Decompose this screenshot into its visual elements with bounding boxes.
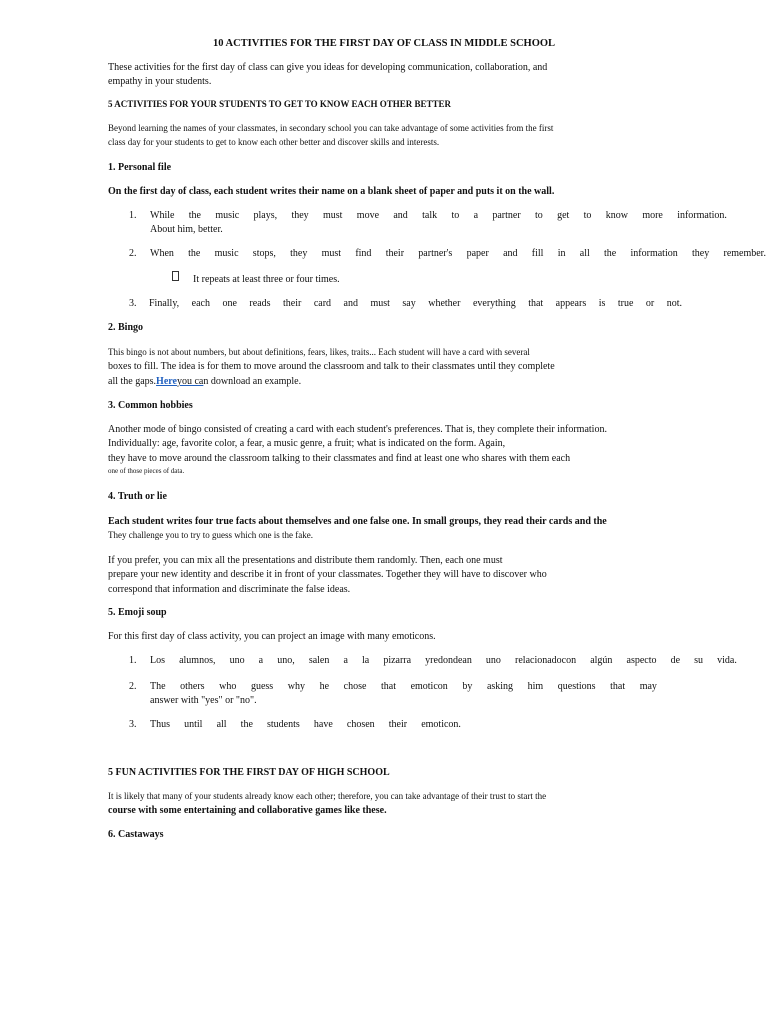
word: to xyxy=(451,210,460,221)
activity4-lead: Each student writes four true facts about themselves and one false one. In small groups, they read their cards and the xyxy=(108,516,607,527)
word: the xyxy=(188,210,201,221)
word: partner xyxy=(492,210,521,221)
activity2-underlined-text: you ca xyxy=(176,376,204,387)
section1-intro-line-1: Beyond learning the names of your classmates, in secondary school you can take advantage of some activities from the first xyxy=(108,123,554,133)
word: reads xyxy=(249,298,271,309)
word: questions xyxy=(557,681,596,692)
word: the xyxy=(188,248,201,259)
word: chosen xyxy=(346,719,375,730)
word: may xyxy=(639,681,657,692)
word: music xyxy=(214,248,239,259)
activity4-paragraph-line-2: prepare your new identity and describe it in front of your classmates. Together they will have to discover who xyxy=(108,569,547,580)
intro-line-1: These activities for the first day of class can give you ideas for developing communication, collaboration, and xyxy=(108,62,548,73)
activity2-line-3-end: n download an example. xyxy=(203,376,302,387)
word: remember. xyxy=(723,248,766,259)
word: all xyxy=(216,719,227,730)
word: the xyxy=(604,248,617,259)
activity5-heading: 5. Emoji soup xyxy=(108,607,167,618)
activity5-intro: For this first day of class activity, you can project an image with many emoticons. xyxy=(108,631,436,642)
word: la xyxy=(362,655,370,666)
word: aspecto xyxy=(626,655,657,666)
word: emoticon. xyxy=(421,719,461,730)
word: and xyxy=(393,210,408,221)
activity1-step1-text xyxy=(150,209,727,222)
section2-heading: 5 FUN ACTIVITIES FOR THE FIRST DAY OF HIGH SCHOOL xyxy=(108,767,390,778)
activity3-line-3: they have to move around the classroom talking to their classmates and find at least one who shares with them each xyxy=(108,453,571,464)
activity1-bullet-text: It repeats at least three or four times. xyxy=(193,274,340,285)
word: fill xyxy=(531,248,544,259)
activity4-heading: 4. Truth or lie xyxy=(108,491,167,502)
word: talk xyxy=(422,210,438,221)
word: students xyxy=(267,719,300,730)
section2-line-1: It is likely that many of your students already know each other; therefore, you can take advantage of their trust to start the xyxy=(108,791,547,801)
activity4-lead-2: They challenge you to try to guess which one is the fake. xyxy=(108,530,313,540)
example-download-link[interactable]: Here xyxy=(156,376,177,387)
activity5-step3-number: 3. xyxy=(129,719,137,730)
activity1-step1-continuation: About him, better. xyxy=(150,224,223,235)
word: a xyxy=(473,210,479,221)
word: that xyxy=(380,681,396,692)
word: say xyxy=(402,298,416,309)
word: must xyxy=(370,298,390,309)
word: is xyxy=(598,298,606,309)
word: all xyxy=(579,248,590,259)
word: must xyxy=(323,210,343,221)
word: or xyxy=(645,298,655,309)
word: uno xyxy=(229,655,245,666)
word: in xyxy=(557,248,566,259)
activity5-step3-text xyxy=(150,718,461,731)
activity3-line-2: Individually: age, favorite color, a fear, a music genre, a fruit; what is indicated on the form. Again, xyxy=(108,438,506,449)
word: move xyxy=(356,210,380,221)
word: one xyxy=(222,298,237,309)
activity2-heading: 2. Bingo xyxy=(108,322,144,333)
activity2-line-2: boxes to fill. The idea is for them to move around the classroom and talk to their classmates until they complete xyxy=(108,361,555,372)
word: that xyxy=(610,681,626,692)
word: music xyxy=(215,210,240,221)
word: their xyxy=(283,298,302,309)
word: guess xyxy=(250,681,274,692)
activity3-line-4: one of those pieces of data. xyxy=(108,467,185,475)
activity5-step2-number: 2. xyxy=(129,681,137,692)
word: others xyxy=(180,681,205,692)
section1-heading: 5 ACTIVITIES FOR YOUR STUDENTS TO GET TO KNOW EACH OTHER BETTER xyxy=(108,99,452,109)
word: everything xyxy=(472,298,516,309)
page-title: 10 ACTIVITIES FOR THE FIRST DAY OF CLASS IN MIDDLE SCHOOL xyxy=(212,38,556,49)
word: de xyxy=(670,655,681,666)
word: Thus xyxy=(150,719,170,730)
word: stops, xyxy=(252,248,276,259)
word: appears xyxy=(555,298,587,309)
word: su xyxy=(694,655,704,666)
word: card xyxy=(313,298,332,309)
word: plays, xyxy=(253,210,278,221)
word: pizarra xyxy=(383,655,412,666)
word: have xyxy=(313,719,333,730)
word: Finally, xyxy=(149,298,180,309)
word: to xyxy=(535,210,543,221)
word: that xyxy=(528,298,544,309)
word: Los xyxy=(150,655,165,666)
activity1-step3-number: 3. xyxy=(129,298,137,309)
word: why xyxy=(287,681,306,692)
word: find xyxy=(355,248,372,259)
word: emoticon xyxy=(410,681,448,692)
word: get xyxy=(557,210,570,221)
word: they xyxy=(290,248,308,259)
activity5-step1-text xyxy=(150,654,737,667)
activity4-paragraph-line-3: correspond that information and discriminate the false ideas. xyxy=(108,584,351,595)
word: algún xyxy=(590,655,613,666)
word: true xyxy=(617,298,634,309)
word: asking xyxy=(486,681,514,692)
activity1-heading: 1. Personal file xyxy=(108,162,172,173)
word: information. xyxy=(677,210,727,221)
activity5-step1-number: 1. xyxy=(129,655,137,666)
activity6-heading: 6. Castaways xyxy=(108,829,164,840)
activity1-step1-number: 1. xyxy=(129,210,137,221)
activity1-step3-text xyxy=(149,297,682,310)
activity3-heading: 3. Common hobbies xyxy=(108,400,193,411)
activity1-step2-number: 2. xyxy=(129,248,137,259)
word: yredondean xyxy=(425,655,472,666)
word: vida. xyxy=(717,655,737,666)
word: each xyxy=(191,298,210,309)
activity1-step2-text xyxy=(150,247,766,260)
activity5-step2-continuation: answer with "yes" or "no". xyxy=(150,695,257,706)
activity2-line-3-start: all the gaps. xyxy=(108,376,157,387)
word: chose xyxy=(343,681,367,692)
word: more xyxy=(642,210,663,221)
word: When xyxy=(150,248,174,259)
word: their xyxy=(388,719,408,730)
section2-line-2: course with some entertaining and collaborative games like these. xyxy=(108,805,387,816)
activity3-line-1: Another mode of bingo consisted of creating a card with each student's preferences. That is, they complete their information. xyxy=(108,424,607,435)
section1-intro-line-2: class day for your students to get to know each other better and discover skills and interests. xyxy=(108,137,440,147)
activity2-line-3 xyxy=(108,375,301,388)
bullet-box-icon xyxy=(172,271,179,281)
activity4-paragraph-line-1: If you prefer, you can mix all the presentations and distribute them randomly. Then, each one must xyxy=(108,555,503,566)
word: him xyxy=(527,681,544,692)
word: relacionadocon xyxy=(515,655,577,666)
word: a xyxy=(258,655,264,666)
activity1-lead: On the first day of class, each student writes their name on a blank sheet of paper and puts it on the wall. xyxy=(108,186,555,197)
word: their xyxy=(385,248,405,259)
word: to xyxy=(583,210,592,221)
word: information xyxy=(630,248,678,259)
word: the xyxy=(240,719,253,730)
word: and xyxy=(343,298,358,309)
word: uno, xyxy=(277,655,295,666)
activity2-line-1: This bingo is not about numbers, but about definitions, fears, likes, traits... Each student will have a card with several xyxy=(108,347,530,357)
word: While xyxy=(150,210,175,221)
word: a xyxy=(343,655,348,666)
word: paper xyxy=(466,248,489,259)
word: they xyxy=(291,210,309,221)
word: he xyxy=(319,681,330,692)
word: alumnos, xyxy=(179,655,216,666)
word: not. xyxy=(666,298,682,309)
word: by xyxy=(462,681,473,692)
word: whether xyxy=(428,298,461,309)
word: The xyxy=(150,681,166,692)
intro-line-2: empathy in your students. xyxy=(108,76,212,87)
word: until xyxy=(184,719,203,730)
word: partner's xyxy=(418,248,453,259)
word: uno xyxy=(485,655,501,666)
word: must xyxy=(321,248,342,259)
word: who xyxy=(219,681,237,692)
word: know xyxy=(605,210,628,221)
activity5-step2-text xyxy=(150,680,657,693)
word: they xyxy=(692,248,710,259)
word: salen xyxy=(308,655,330,666)
word: and xyxy=(503,248,518,259)
